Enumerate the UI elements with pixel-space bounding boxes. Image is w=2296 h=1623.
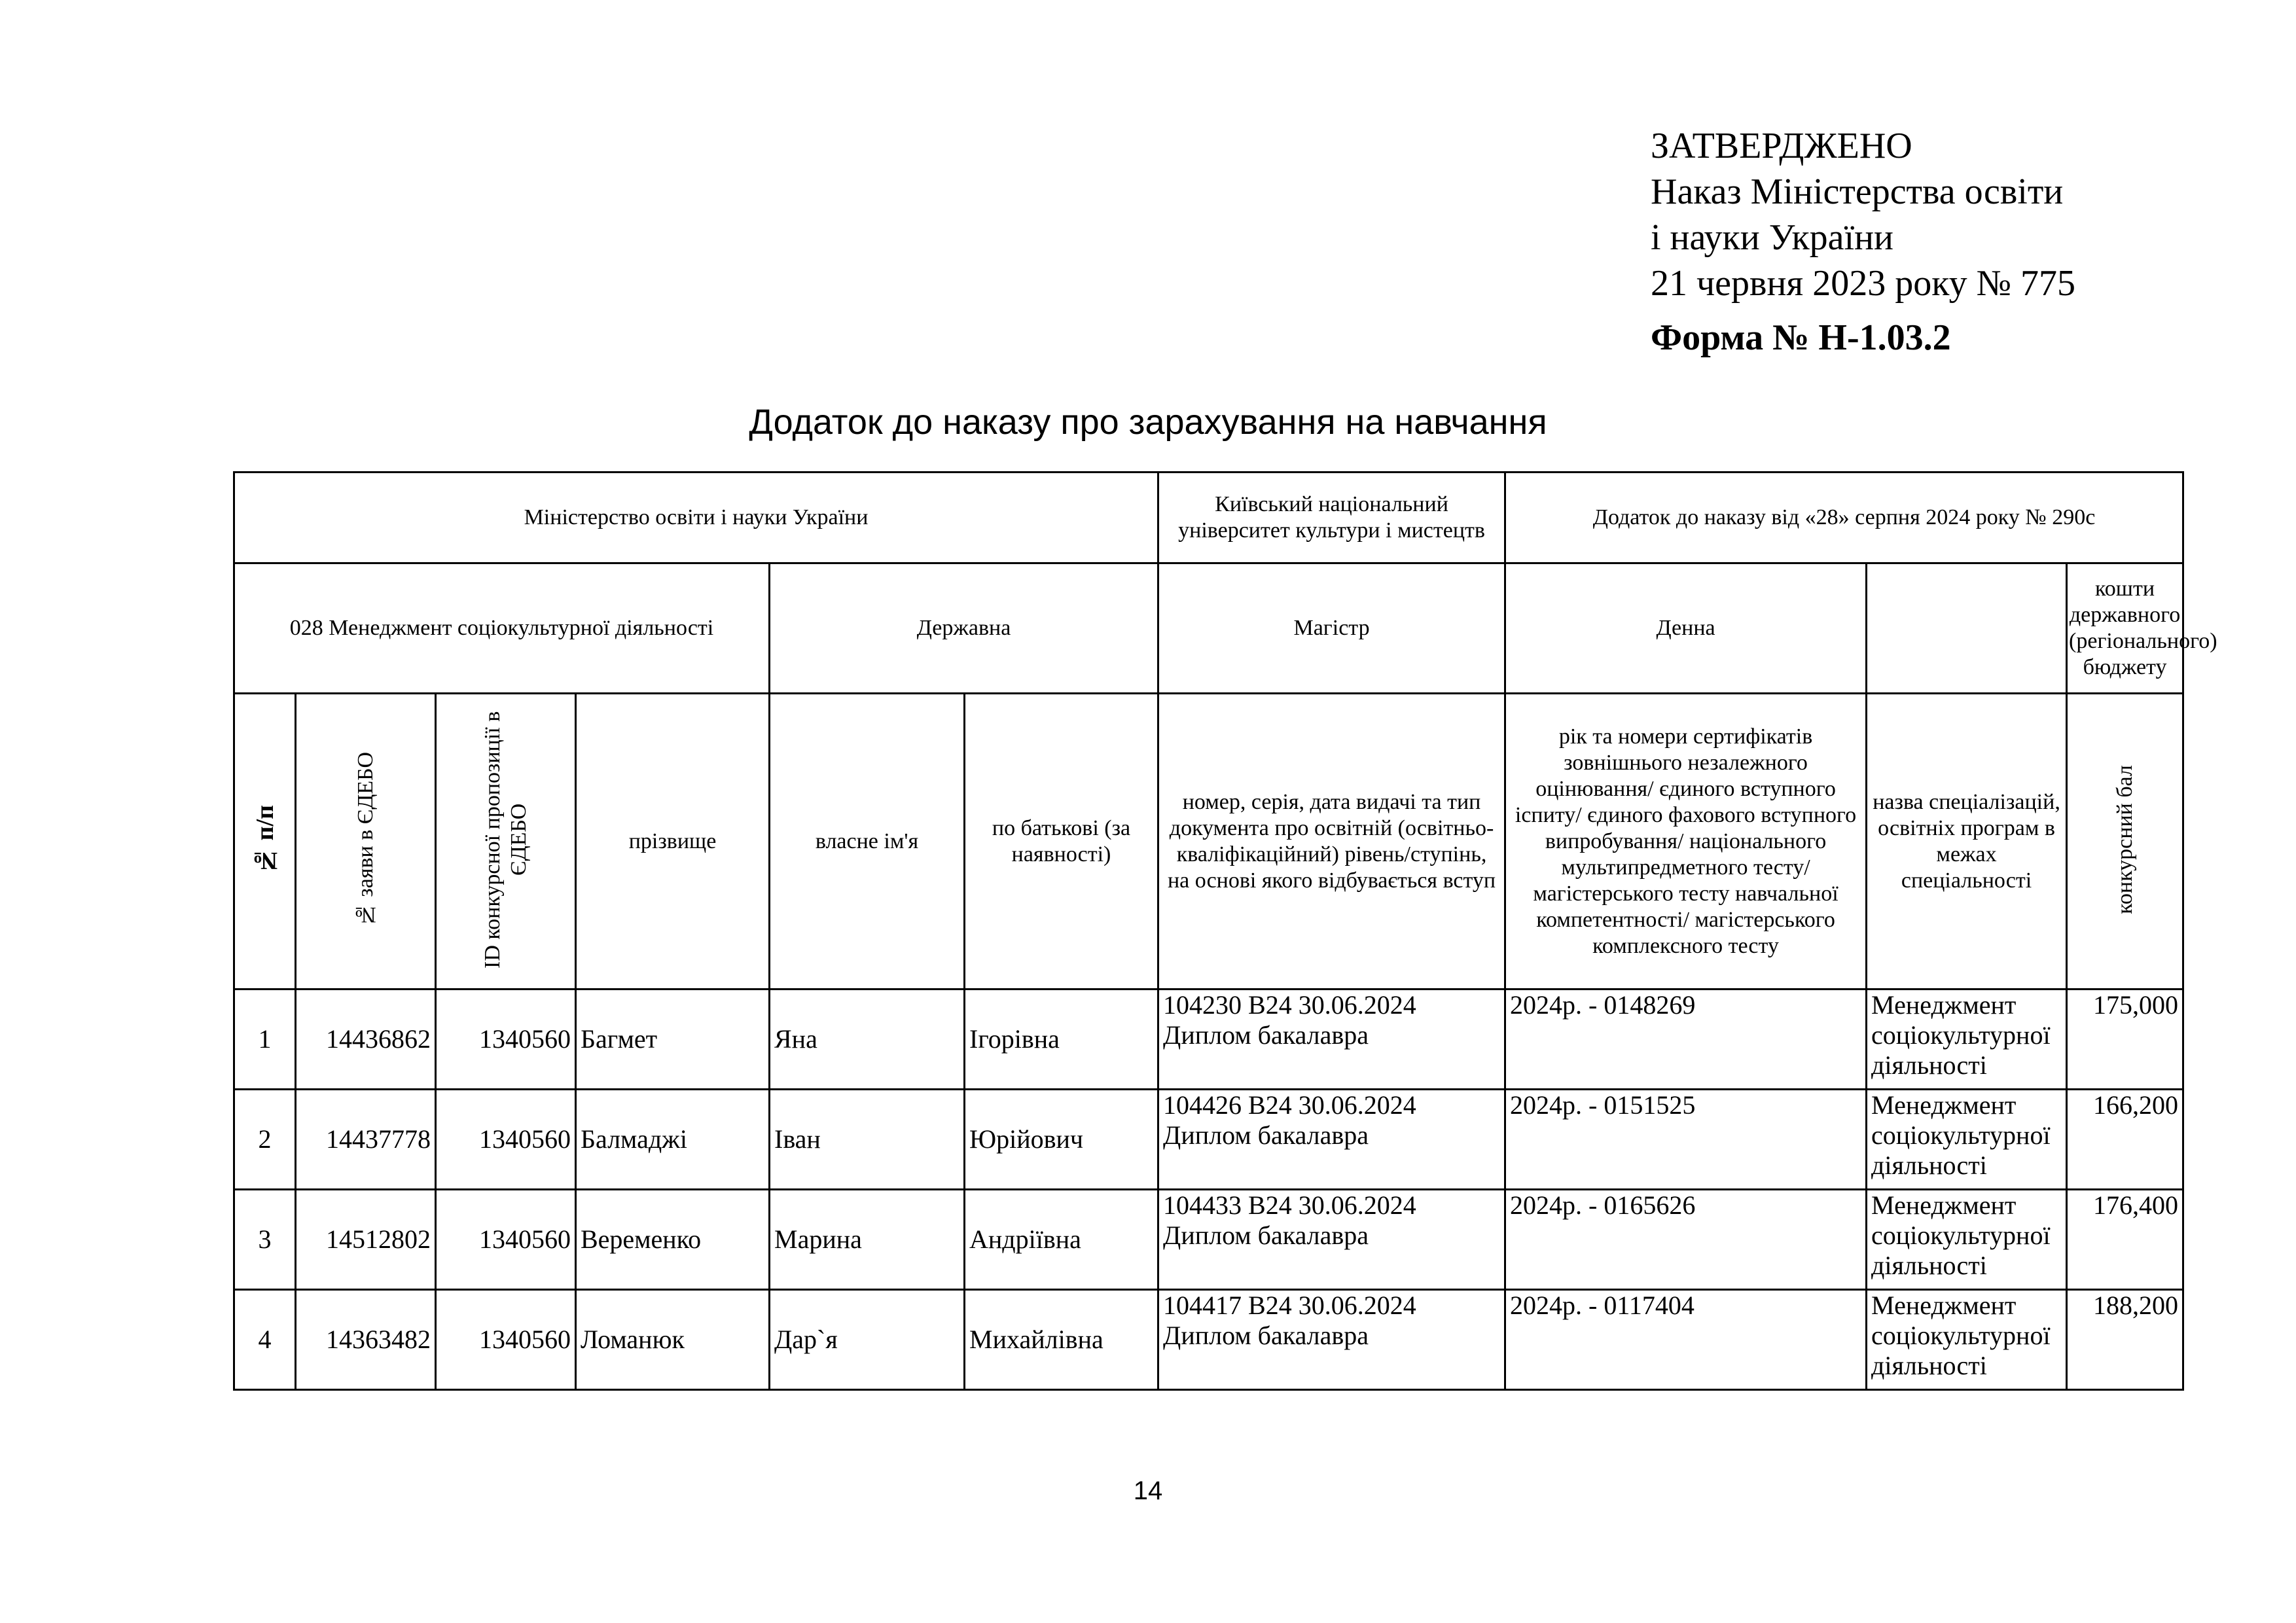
- table-row: [234, 1090, 2183, 1190]
- row-score: 188,200: [2067, 1290, 2183, 1390]
- col-certificates-header: рік та номери сертифікатів зовнішнього незалежного оцінювання/ єдиного вступного іспиту/ єдиного фахового вступного випробування/ національного мультипредметного тесту/ магістерського тесту навчальної компетентності/ магістерського комплексного тесту: [1505, 694, 1867, 990]
- row-offer-id: 1340560: [436, 990, 576, 1090]
- row-certificate: 2024р. - 0151525: [1505, 1090, 1867, 1190]
- col-score-header: [2067, 694, 2183, 990]
- table-row: [234, 1190, 2183, 1290]
- col-offer-id-header: [436, 694, 576, 990]
- col-specialization-header: назва спеціалізацій, освітніх програм в межах спеціальності: [1867, 694, 2067, 990]
- row-num: 3: [234, 1190, 296, 1290]
- funding-type-cell: Державна: [770, 563, 1158, 694]
- row-doc-number: 104417 В24 30.06.2024: [1163, 1291, 1416, 1320]
- col-offer-id-label: ID конкурсної пропозиції в ЄДЕБО: [480, 711, 531, 969]
- row-name: Іван: [770, 1090, 965, 1190]
- row-name: Марина: [770, 1190, 965, 1290]
- row-spec-line: діяльності: [1871, 1150, 1987, 1180]
- header-row: [234, 473, 2183, 563]
- row-offer-id: 1340560: [436, 1290, 576, 1390]
- approval-title: ЗАТВЕРДЖЕНО: [1651, 126, 1912, 166]
- row-score: 175,000: [2067, 990, 2183, 1090]
- row-doc-type: Диплом бакалавра: [1163, 1321, 1369, 1350]
- page-number: 14: [1133, 1476, 1163, 1505]
- row-doc-number: 104426 В24 30.06.2024: [1163, 1090, 1416, 1120]
- row-document: [1158, 1190, 1505, 1290]
- row-specialization: [1867, 1090, 2067, 1190]
- row-name: Яна: [770, 990, 965, 1090]
- row-certificate: 2024р. - 0148269: [1505, 990, 1867, 1090]
- approval-date-line: 21 червня 2023 року № 775: [1651, 263, 2076, 304]
- row-document: [1158, 1290, 1505, 1390]
- row-spec-line: Менеджмент: [1871, 1190, 2017, 1220]
- row-document: [1158, 1090, 1505, 1190]
- row-certificate: 2024р. - 0165626: [1505, 1190, 1867, 1290]
- row-num: 4: [234, 1290, 296, 1390]
- row-patronymic: Андріївна: [965, 1190, 1158, 1290]
- budget-note-cell: кошти державного (регіонального) бюджету: [2067, 563, 2183, 694]
- form-number: Форма № Н-1.03.2: [1651, 317, 1951, 358]
- row-spec-line: соціокультурної: [1871, 1321, 2051, 1350]
- row-spec-line: соціокультурної: [1871, 1120, 2051, 1150]
- col-name-header: власне ім'я: [770, 694, 965, 990]
- table-row: [234, 990, 2183, 1090]
- col-document-header: номер, серія, дата видачі та тип документа про освітній (освітньо-кваліфікаційний) рівень/ступінь, на основі якого відбувається вступ: [1158, 694, 1505, 990]
- row-app-no: 14512802: [296, 1190, 436, 1290]
- row-num: 1: [234, 990, 296, 1090]
- row-specialization: [1867, 1290, 2067, 1390]
- enrollment-table: [233, 471, 2217, 1391]
- approval-ministry-line: і науки України: [1651, 217, 1893, 258]
- row-surname: Ломанюк: [576, 1290, 770, 1390]
- row-patronymic: Михайлівна: [965, 1290, 1158, 1390]
- col-patronymic-header: по батькові (за наявності): [965, 694, 1158, 990]
- ministry-cell: Міністерство освіти і науки України: [234, 473, 1158, 563]
- row-offer-id: 1340560: [436, 1090, 576, 1190]
- row-doc-type: Диплом бакалавра: [1163, 1221, 1369, 1250]
- row-score: 176,400: [2067, 1190, 2183, 1290]
- empty-cell: [1867, 563, 2067, 694]
- col-num-header: [234, 694, 296, 990]
- row-spec-line: діяльності: [1871, 1050, 1987, 1080]
- row-offer-id: 1340560: [436, 1190, 576, 1290]
- row-doc-type: Диплом бакалавра: [1163, 1120, 1369, 1150]
- row-surname: Балмаджі: [576, 1090, 770, 1190]
- row-app-no: 14437778: [296, 1090, 436, 1190]
- study-form-cell: Денна: [1505, 563, 1867, 694]
- approval-order-line: Наказ Міністерства освіти: [1651, 171, 2064, 212]
- meta-row: [234, 563, 2183, 694]
- row-app-no: 14436862: [296, 990, 436, 1090]
- row-specialization: [1867, 990, 2067, 1090]
- row-name: Дар`я: [770, 1290, 965, 1390]
- row-doc-type: Диплом бакалавра: [1163, 1020, 1369, 1050]
- table-row: [234, 1290, 2183, 1390]
- row-score: 166,200: [2067, 1090, 2183, 1190]
- degree-cell: Магістр: [1158, 563, 1505, 694]
- col-surname-header: прізвище: [576, 694, 770, 990]
- col-app-no-header: [296, 694, 436, 990]
- row-certificate: 2024р. - 0117404: [1505, 1290, 1867, 1390]
- row-spec-line: соціокультурної: [1871, 1020, 2051, 1050]
- specialty-cell: 028 Менеджмент соціокультурної діяльності: [234, 563, 770, 694]
- row-app-no: 14363482: [296, 1290, 436, 1390]
- row-patronymic: Юрійович: [965, 1090, 1158, 1190]
- row-patronymic: Ігорівна: [965, 990, 1158, 1090]
- row-specialization: [1867, 1190, 2067, 1290]
- row-spec-line: діяльності: [1871, 1351, 1987, 1380]
- row-spec-line: Менеджмент: [1871, 990, 2017, 1020]
- order-cell: Додаток до наказу від «28» серпня 2024 року № 290с: [1505, 473, 2183, 563]
- row-document: [1158, 990, 1505, 1090]
- row-spec-line: Менеджмент: [1871, 1291, 2017, 1320]
- row-num: 2: [234, 1090, 296, 1190]
- university-cell: Київський національний університет культури і мистецтв: [1158, 473, 1505, 563]
- row-spec-line: Менеджмент: [1871, 1090, 2017, 1120]
- column-header-row: [234, 694, 2183, 990]
- col-score-label: конкурсний бал: [2112, 765, 2137, 914]
- row-surname: Багмет: [576, 990, 770, 1090]
- col-app-no-label: № заяви в ЄДЕБО: [353, 752, 378, 927]
- approval-block: [1651, 123, 2075, 306]
- row-doc-number: 104433 В24 30.06.2024: [1163, 1190, 1416, 1220]
- row-surname: Веременко: [576, 1190, 770, 1290]
- document-title: Додаток до наказу про зарахування на навчання: [749, 402, 1547, 442]
- row-spec-line: соціокультурної: [1871, 1221, 2051, 1250]
- row-doc-number: 104230 В24 30.06.2024: [1163, 990, 1416, 1020]
- col-num-label: № п/п: [251, 805, 279, 874]
- row-spec-line: діяльності: [1871, 1251, 1987, 1280]
